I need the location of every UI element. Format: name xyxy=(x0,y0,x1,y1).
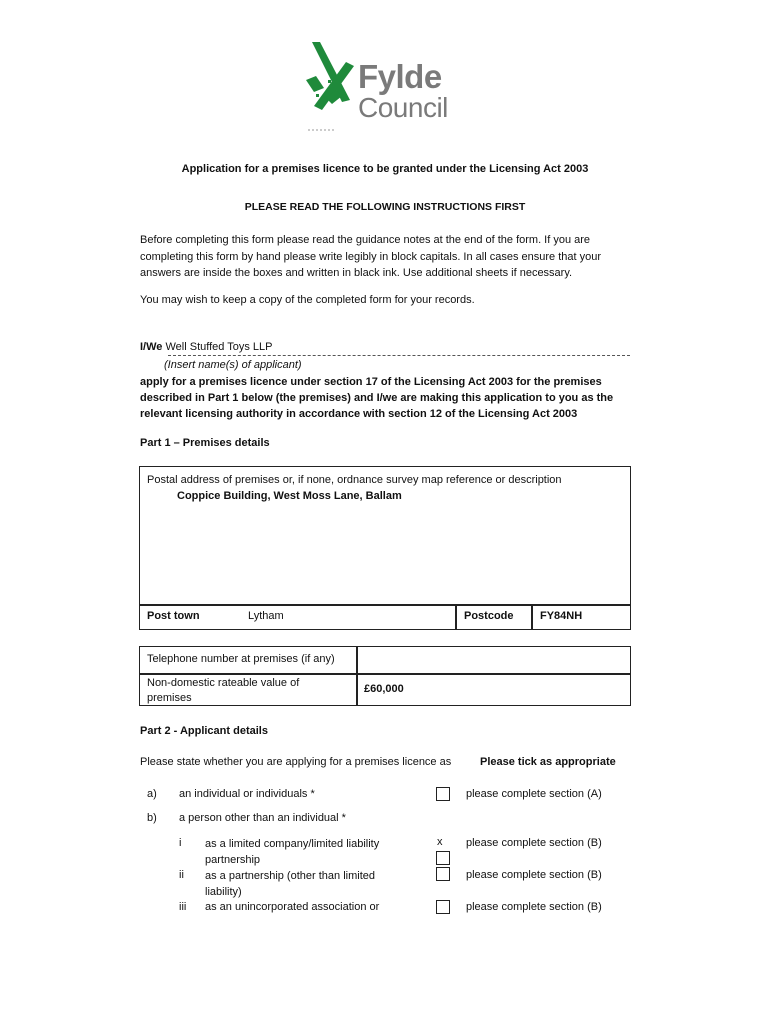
option-a-text: an individual or individuals * xyxy=(179,788,315,800)
option-a-action: please complete section (A) xyxy=(466,788,602,800)
windmill-icon xyxy=(300,40,362,132)
sub-option-ii-text xyxy=(205,869,375,900)
sub-option-text-line: liability) xyxy=(205,885,242,898)
copy-note: You may wish to keep a copy of the completed form for your records. xyxy=(140,294,475,306)
option-b-letter: b) xyxy=(147,812,157,824)
option-a-checkbox[interactable] xyxy=(436,787,450,801)
sub-option-ii-numeral: ii xyxy=(179,869,184,881)
rateable-label xyxy=(147,676,299,706)
applicant-line xyxy=(140,341,273,353)
instructions-paragraph xyxy=(140,232,601,282)
address-label: Postal address of premises or, if none, ordnance survey map reference or description xyxy=(147,474,562,486)
logo-text-council: Council xyxy=(358,92,448,123)
option-b-text: a person other than an individual * xyxy=(179,812,346,824)
apply-paragraph xyxy=(140,374,613,422)
sub-option-i-mark: x xyxy=(437,836,443,848)
divider xyxy=(139,604,631,606)
sub-option-i-numeral: i xyxy=(179,837,182,849)
council-logo xyxy=(300,40,470,132)
part2-question: Please state whether you are applying for a premises licence as xyxy=(140,756,452,768)
divider xyxy=(356,646,358,706)
sub-option-i-action: please complete section (B) xyxy=(466,837,602,849)
applicant-name-value[interactable]: Well Stuffed Toys LLP xyxy=(165,341,273,353)
instructions-line: answers are inside the boxes and written in black ink. Use additional sheets if necessary. xyxy=(140,267,573,279)
rateable-label-line: premises xyxy=(147,692,192,704)
instructions-line: Before completing this form please read the guidance notes at the end of the form. If you are xyxy=(140,234,591,246)
sub-option-ii-checkbox[interactable] xyxy=(436,867,450,881)
sub-option-i-checkbox[interactable] xyxy=(436,851,450,865)
apply-line: apply for a premises licence under section 17 of the Licensing Act 2003 for the premises xyxy=(140,376,602,388)
tick-heading: Please tick as appropriate xyxy=(480,756,616,768)
option-a-letter: a) xyxy=(147,788,157,800)
logo-text-fylde: Fylde xyxy=(358,58,442,95)
part2-heading: Part 2 - Applicant details xyxy=(140,725,268,737)
apply-line: relevant licensing authority in accordance with section 12 of the Licensing Act 2003 xyxy=(140,408,578,420)
instructions-heading: PLEASE READ THE FOLLOWING INSTRUCTIONS FIRST xyxy=(244,201,526,213)
sub-option-iii-numeral: iii xyxy=(179,901,187,913)
post-town-value[interactable]: Lytham xyxy=(248,610,284,622)
sub-option-ii-action: please complete section (B) xyxy=(466,869,602,881)
apply-line: described in Part 1 below (the premises) and I/we are making this application to you as the xyxy=(140,392,614,404)
postcode-label: Postcode xyxy=(464,610,514,622)
applicant-label: I/We xyxy=(140,341,163,353)
sub-option-text-line: as a partnership (other than limited xyxy=(205,870,375,882)
postcode-value[interactable]: FY84NH xyxy=(540,610,583,622)
sub-option-iii-checkbox[interactable] xyxy=(436,900,450,914)
part1-heading: Part 1 – Premises details xyxy=(140,437,270,449)
divider xyxy=(531,604,533,630)
sub-option-text-line: as a limited company/limited liability xyxy=(205,838,380,850)
sub-option-iii-text: as an unincorporated association or xyxy=(205,901,380,913)
divider xyxy=(139,673,631,675)
telephone-label: Telephone number at premises (if any) xyxy=(147,653,335,665)
sub-option-iii-action: please complete section (B) xyxy=(466,901,602,913)
instructions-line: completing this form by hand please write legibly in block capitals. In all cases ensure that your xyxy=(140,250,602,263)
applicant-underline xyxy=(168,355,630,356)
applicant-hint: (Insert name(s) of applicant) xyxy=(164,359,302,371)
divider xyxy=(455,604,457,630)
sub-option-i-text xyxy=(205,837,379,868)
sub-option-text-line: partnership xyxy=(205,853,261,866)
rateable-label-line: Non-domestic rateable value of xyxy=(147,677,300,689)
address-value[interactable]: Coppice Building, West Moss Lane, Ballam xyxy=(177,490,402,502)
post-town-label: Post town xyxy=(147,610,200,622)
rateable-value[interactable]: £60,000 xyxy=(364,683,404,695)
form-title: Application for a premises licence to be granted under the Licensing Act 2003 xyxy=(181,163,589,175)
